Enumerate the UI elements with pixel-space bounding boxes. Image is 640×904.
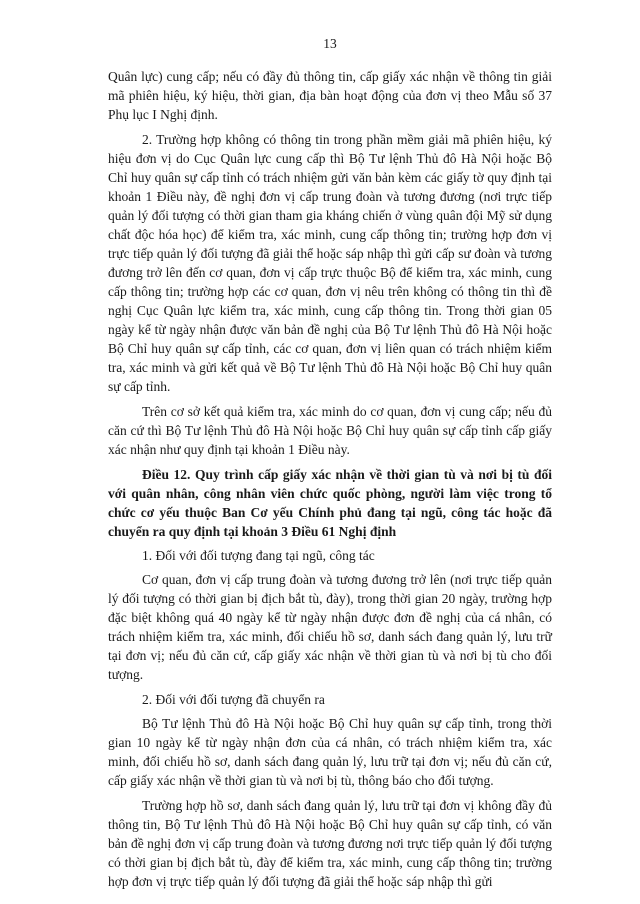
- paragraph-clause-2: 2. Trường hợp không có thông tin trong phần mềm giải mã phiên hiệu, ký hiệu đơn vị do Cục Quân lực cung cấp thì Bộ Tư lệnh Thủ đô Hà Nội hoặc Bộ Chỉ huy quân sự cấp tỉnh có trách nhiệm gửi văn bản kèm các giấy tờ quy định tại khoản 1 Điều này, đề nghị đơn vị cấp trung đoàn và tương đương (nơi trực tiếp quản lý đối tượng có thời gian tham gia kháng chiến ở vùng quân đội Mỹ sử dụng chất độc hóa học) để kiểm tra, xác minh, cung cấp thông tin; trường hợp đơn vị trực tiếp quản lý đối tượng đã giải thể hoặc sáp nhập thì gửi cấp sư đoàn và tương đương trở lên đến cơ quan, đơn vị cấp trực thuộc Bộ để kiểm tra, xác minh, cung cấp thông tin; trường hợp các cơ quan, đơn vị nêu trên không có thông tin thì đề nghị Cục Quân lực kiểm tra, xác minh, cung cấp thông tin. Trong thời gian 05 ngày kể từ ngày nhận được văn bản đề nghị của Bộ Tư lệnh Thủ đô Hà Nội hoặc Bộ Chỉ huy quân sự cấp tỉnh, các cơ quan, đơn vị liên quan có trách nhiệm kiểm tra, xác minh và gửi kết quả về Bộ Tư lệnh Thủ đô Hà Nội hoặc Bộ Chỉ huy quân sự cấp tỉnh.: [108, 132, 552, 394]
- page-number: 13: [323, 36, 337, 51]
- section-1-title: 1. Đối với đối tượng đang tại ngũ, công tác: [142, 548, 375, 563]
- section-2-title: 2. Đối với đối tượng đã chuyển ra: [142, 692, 325, 707]
- section-2-body-1: Bộ Tư lệnh Thủ đô Hà Nội hoặc Bộ Chỉ huy quân sự cấp tỉnh, trong thời gian 10 ngày kể từ ngày nhận đơn của cá nhân, có trách nhiệm kiểm tra, xác minh, đối chiếu hồ sơ, danh sách đang quản lý, lưu trữ tại đơn vị; nếu đủ căn cứ, cấp giấy xác nhận về thời gian tù và nơi bị tù, thông báo cho đối tượng.: [108, 716, 552, 788]
- section-1-body: Cơ quan, đơn vị cấp trung đoàn và tương đương trở lên (nơi trực tiếp quản lý đối tượng có thời gian bị địch bắt tù, đày), trong thời gian 20 ngày, trường hợp đặc biệt không quá 40 ngày kể từ ngày nhận được đơn đề nghị của cá nhân, có trách nhiệm kiểm tra, xác minh, đối chiếu hồ sơ, danh sách đang quản lý, lưu trữ tại đơn vị; nếu đủ căn cứ, cấp giấy xác nhận về thời gian tù và nơi bị tù cho đối tượng.: [108, 572, 552, 682]
- section-2-body-2: Trường hợp hồ sơ, danh sách đang quản lý, lưu trữ tại đơn vị không đầy đủ thông tin, Bộ Tư lệnh Thủ đô Hà Nội hoặc Bộ Chỉ huy quân sự cấp tỉnh, có văn bản đề nghị đơn vị cấp trung đoàn và tương đương nơi trực tiếp quản lý đối tượng có thời gian bị địch bắt tù, đày để kiểm tra, xác minh, cung cấp thông tin; trường hợp đơn vị trực tiếp quản lý đối tượng đã giải thể hoặc sáp nhập thì gửi: [108, 798, 552, 889]
- paragraph-continuation: Quân lực) cung cấp; nếu có đầy đủ thông tin, cấp giấy xác nhận về thông tin giải mã phiên hiệu, ký hiệu, thời gian, địa bàn hoạt động của đơn vị theo Mẫu số 37 Phụ lục I Nghị định.: [108, 69, 552, 122]
- paragraph-verification-result: Trên cơ sở kết quả kiểm tra, xác minh do cơ quan, đơn vị cung cấp; nếu đủ căn cứ thì Bộ Tư lệnh Thủ đô Hà Nội hoặc Bộ Chỉ huy quân sự cấp tỉnh cấp giấy xác nhận như quy định tại khoản 1 Điều này.: [108, 404, 552, 457]
- article-12-heading: Điều 12. Quy trình cấp giấy xác nhận về thời gian tù và nơi bị tù đối với quân nhân, công nhân viên chức quốc phòng, người làm việc trong tổ chức cơ yếu thuộc Ban Cơ yếu Chính phủ đang tại ngũ, công tác hoặc đã chuyển ra quy định tại khoản 3 Điều 61 Nghị định: [108, 467, 552, 539]
